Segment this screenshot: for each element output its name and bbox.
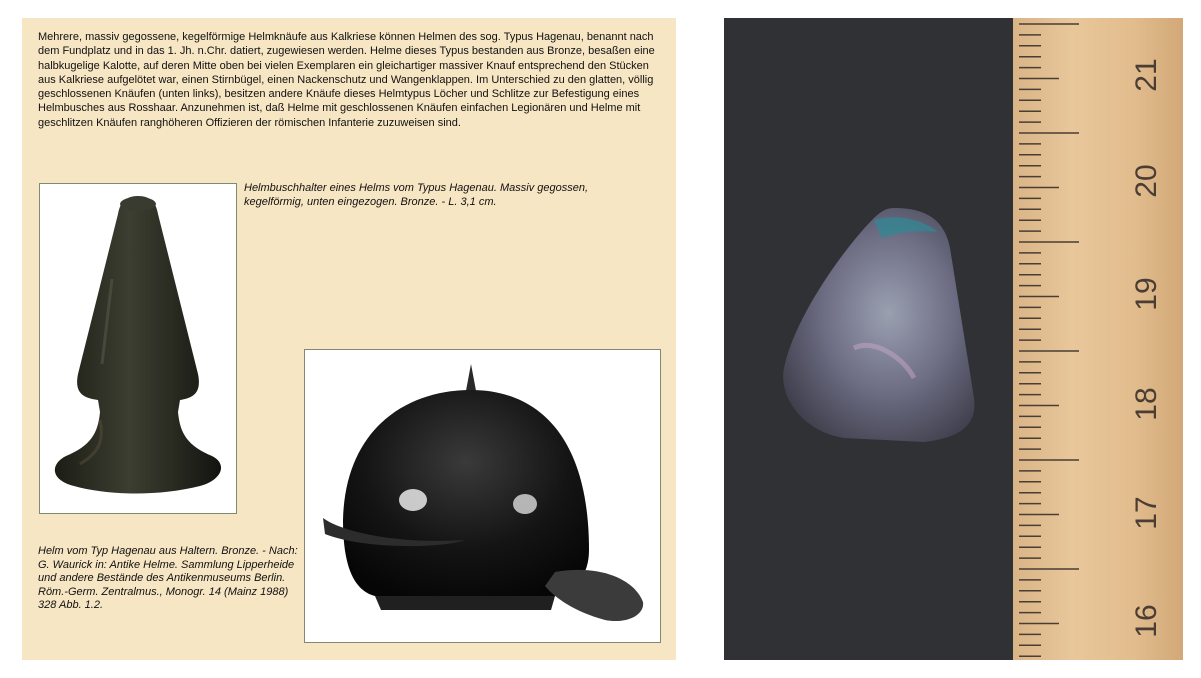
ruler-number-21: 21 <box>1130 58 1163 92</box>
knob-caption: Helmbuschhalter eines Helms vom Typus Hagenau. Massiv gegossen, kegelförmig, unten eingezogen. Bronze. - L. 3,1 cm. <box>244 182 589 208</box>
bronze-knob-image <box>40 184 236 513</box>
article-text: Mehrere, massiv gegossene, kegelförmige Helmknäufe aus Kalkriese können Helmen des sog. Typus Hagenau, benannt nach dem Fundplatz und in das 1. Jh. n.Chr. datiert, zugewiesen werden. Helme dieses Typus bestanden aus Bronze, besaßen eine halbkugelige Kalotte, auf deren Mitte oben bei vielen Exemplaren ein gleichartiger massiver Knauf entsprechend den Stücken aus Kalkriese aufgelötet war, einen Stirnbügel, einen Nackenschutz und Wangenklappen. Im Unterschied zu den glatten, völlig geschlossenen Knäufen (unten links), besitzen andere Knäufe dieses Helmtypus Löcher und Schlitze zur Befestigung eines Helmbusches aus Rosshaar. Anzunehmen ist, daß Helme mit geschlossenen Knäufen einfachen Legionären und Helme mit geschlitzen Knäufen ranghöheren Offizieren der römischen Infanterie zuzuweisen sind. <box>38 31 655 129</box>
ruler-ticks <box>1013 18 1183 660</box>
ruler-number-18: 18 <box>1130 387 1163 421</box>
article-panel <box>22 18 676 660</box>
ruler <box>1013 18 1183 660</box>
ruler-number-19: 19 <box>1130 277 1163 311</box>
helmet-image <box>305 350 660 642</box>
artifact-with-ruler-photo <box>724 18 1183 660</box>
helmet-caption: Helm vom Typ Hagenau aus Haltern. Bronze. - Nach: G. Waurick in: Antike Helme. Sammlung Lipperheide und andere Bestände des Antikenmuseums Berlin. Röm.-Germ. Zentralmus., Monogr. 14 (Mainz 1988) 328 Abb. 1.2. <box>38 545 298 611</box>
ruler-number-16: 16 <box>1130 604 1163 638</box>
ruler-number-17: 17 <box>1130 496 1163 530</box>
ruler-number-20: 20 <box>1130 164 1163 198</box>
knob-photo <box>39 183 237 514</box>
helmet-photo <box>304 349 661 643</box>
knob-fragment-image <box>724 18 1013 660</box>
